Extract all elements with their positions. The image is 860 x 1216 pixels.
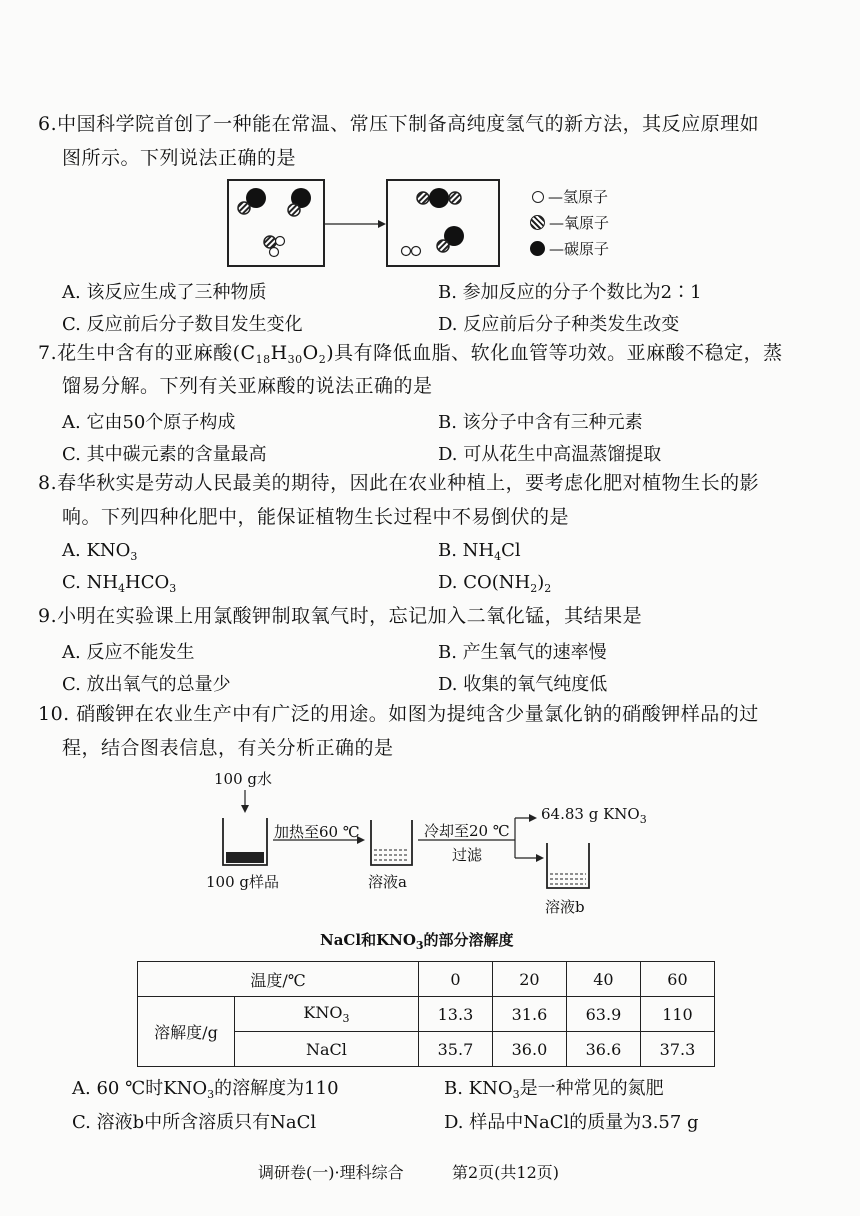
arrow-icon [378, 220, 386, 228]
step1-label: 加热至60 ℃ [274, 823, 360, 841]
q8-stem-line2: 响。下列四种化肥中，能保证植物生长过程中不易倒伏的是 [62, 506, 570, 528]
nacl-label: NaCl [235, 1032, 419, 1067]
temp-header: 温度/℃ [138, 962, 419, 997]
q6-stem-line2: 图所示。下列说法正确的是 [62, 147, 297, 169]
reaction-figure [226, 178, 516, 270]
kno3-cell: 110 [640, 997, 714, 1032]
kno3-cell: 63.9 [566, 997, 640, 1032]
sample-label: 100 g样品 [206, 873, 280, 891]
table-title: NaCl和$KNO_3$的部分溶解度 [320, 931, 514, 952]
hydrogen-atom [402, 247, 411, 256]
q10-option-d: D. 样品中NaCl的质量为3.57 g [444, 1112, 699, 1133]
legend-oxygen-label: —氧原子 [549, 214, 610, 232]
oxygen-atom [417, 192, 429, 204]
kno3-label: $KNO_3$ [235, 997, 419, 1032]
nacl-cell: 35.7 [418, 1032, 492, 1067]
solution-b-label: 溶液b [545, 898, 585, 916]
sample-solid [226, 852, 264, 863]
nacl-cell: 36.6 [566, 1032, 640, 1067]
carbon-atom [429, 188, 449, 208]
oxygen-atom [437, 240, 449, 252]
q6-option-d: D. 反应前后分子种类发生改变 [438, 314, 680, 335]
temp-cell: 40 [566, 962, 640, 997]
beaker-b-figure [544, 840, 594, 892]
q7-sub2: 30 [287, 353, 303, 366]
temp-cell: 0 [418, 962, 492, 997]
oxygen-atom [288, 204, 300, 216]
temp-cell: 20 [492, 962, 566, 997]
legend-hydrogen [532, 186, 608, 207]
q9-option-d: D. 收集的氧气纯度低 [438, 674, 608, 695]
table-row [138, 997, 715, 1032]
q7-stem-line1 [38, 342, 783, 366]
q7-sub1: 18 [255, 353, 271, 366]
q6-option-c: C. 反应前后分子数目发生变化 [62, 314, 303, 335]
oxygen-atom [449, 192, 461, 204]
temp-cell: 60 [640, 962, 714, 997]
q9-option-c: C. 放出氧气的总量少 [62, 674, 231, 695]
q6-option-a: A. 该反应生成了三种物质 [62, 282, 267, 303]
beaker-icon [371, 820, 412, 865]
nacl-cell: 37.3 [640, 1032, 714, 1067]
q7-stem-line2: 馏易分解。下列有关亚麻酸的说法正确的是 [62, 375, 433, 397]
q8-option-b: B. $NH_4Cl$ [438, 540, 521, 563]
arrow-icon [529, 814, 537, 822]
oxygen-atom [238, 202, 250, 214]
oxygen-atom-icon [530, 215, 545, 230]
nacl-cell: 36.0 [492, 1032, 566, 1067]
q9-stem: 9.小明在实验课上用氯酸钾制取氧气时，忘记加入二氧化锰，其结果是 [38, 605, 643, 627]
q10-option-c: C. 溶液b中所含溶质只有NaCl [72, 1112, 317, 1133]
water-label: 100 g水 [214, 770, 273, 788]
step2-label: 冷却至20 ℃ [424, 822, 510, 840]
kno3-cell: 31.6 [492, 997, 566, 1032]
solubility-header: 溶解度/g [138, 997, 235, 1067]
legend-carbon-label: —碳原子 [549, 240, 610, 258]
table-row [138, 962, 715, 997]
q6-option-b: B. 参加反应的分子个数比为2∶1 [438, 282, 702, 303]
product-label: 64.83 g $KNO_3$ [541, 805, 647, 826]
q7-option-c: C. 其中碳元素的含量最高 [62, 444, 267, 465]
arrow-icon [536, 854, 544, 862]
legend-carbon [530, 238, 609, 259]
q10-stem-line2: 程，结合图表信息，有关分析正确的是 [62, 737, 394, 759]
legend-oxygen [530, 212, 609, 233]
hydrogen-atom [412, 247, 421, 256]
q8-option-c: C. $NH_4HCO_3$ [62, 572, 177, 595]
q9-option-a: A. 反应不能发生 [62, 642, 195, 663]
hydrogen-atom [276, 237, 285, 246]
q7-mid2: O [302, 342, 319, 364]
oxygen-atom [264, 236, 276, 248]
q8-stem-line1: 8.春华秋实是劳动人民最美的期待，因此在农业种植上，要考虑化肥对植物生长的影 [38, 472, 760, 494]
q7-option-b: B. 该分子中含有三种元素 [438, 412, 643, 433]
legend-hydrogen-label: —氢原子 [548, 188, 609, 206]
carbon-atom-icon [530, 241, 545, 256]
filter-label: 过滤 [452, 846, 483, 864]
q10-stem-line1: 10. 硝酸钾在农业生产中有广泛的用途。如图为提纯含少量氯化钠的硝酸钾样品的过 [38, 703, 759, 725]
solubility-table [137, 961, 715, 1067]
footer-exam-name: 调研卷(一)·理科综合 [258, 1163, 404, 1182]
q10-option-a: A. 60 ℃时$KNO_3$的溶解度为110 [72, 1078, 339, 1101]
solution-a-label: 溶液a [368, 873, 407, 891]
q7-option-d: D. 可从花生中高温蒸馏提取 [438, 444, 662, 465]
q7-stem-suffix: )具有降低血脂、软化血管等功效。亚麻酸不稳定，蒸 [326, 342, 783, 364]
hydrogen-atom-icon [532, 191, 544, 203]
q6-stem-line1: 6.中国科学院首创了一种能在常温、常压下制备高纯度氢气的新方法，其反应原理如 [38, 113, 760, 135]
q7-option-a: A. 它由50个原子构成 [62, 412, 236, 433]
process-figure [215, 790, 575, 880]
q10-option-b: B. $KNO_3$是一种常见的氮肥 [444, 1078, 664, 1101]
beaker-icon [547, 843, 589, 888]
q7-stem-prefix: 7.花生中含有的亚麻酸(C [38, 342, 256, 364]
q7-sub3: 2 [318, 353, 327, 366]
q9-option-b: B. 产生氧气的速率慢 [438, 642, 607, 663]
down-arrow-icon [241, 805, 249, 813]
q8-option-a: A. $KNO_3$ [62, 540, 138, 563]
q7-mid1: H [270, 342, 288, 364]
q8-option-d: D. $CO(NH_2)_2$ [438, 572, 552, 595]
footer-page-number: 第2页(共12页) [452, 1163, 560, 1182]
hydrogen-atom [270, 248, 279, 257]
kno3-cell: 13.3 [418, 997, 492, 1032]
